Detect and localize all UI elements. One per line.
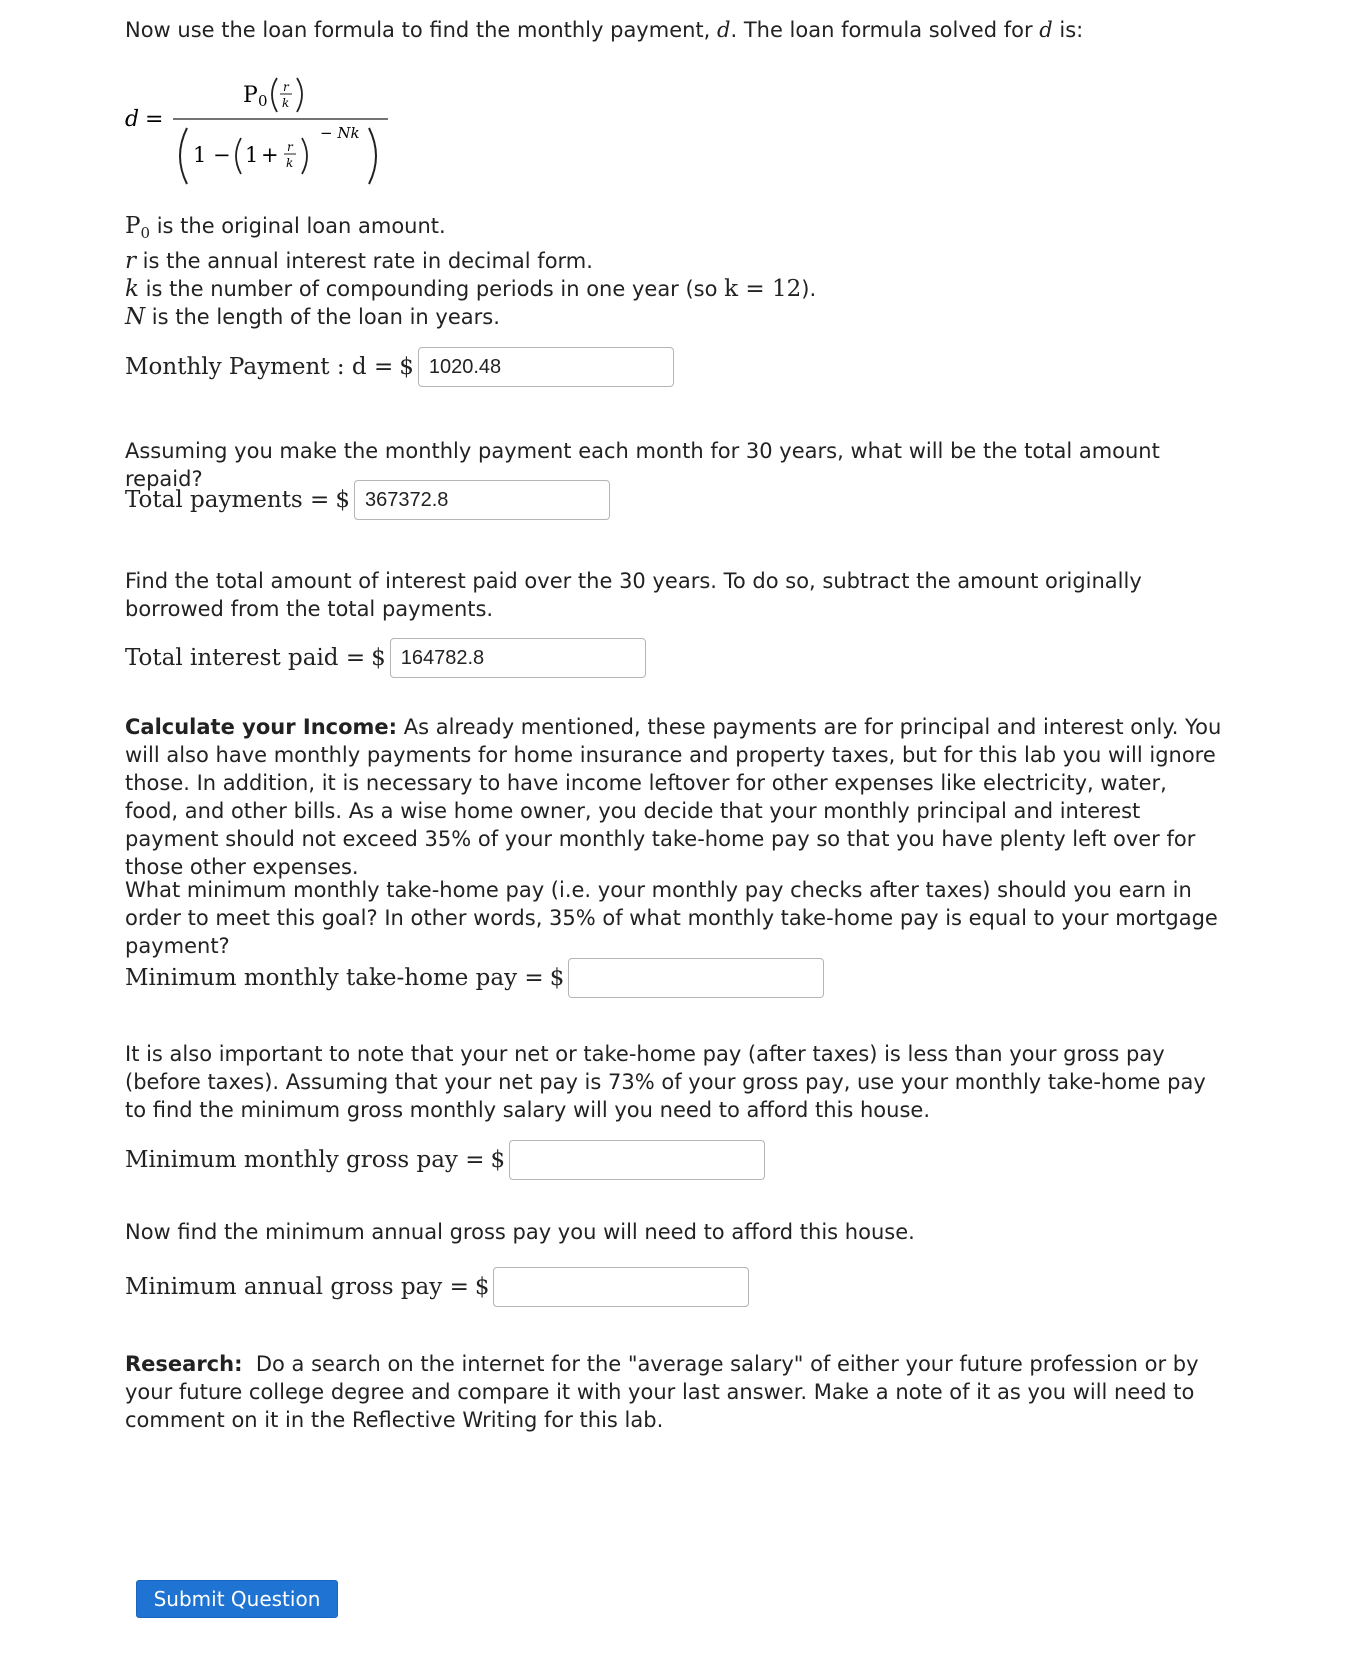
annual-question: Now find the minimum annual gross pay you will need to afford this house. — [125, 1220, 915, 1244]
definition-n: N is the length of the loan in years. — [125, 304, 500, 331]
formula-k-2: k — [286, 156, 294, 170]
intro-text: Now use the loan formula to find the monthly payment, d. The loan formula solved for d is: — [125, 18, 1084, 42]
formula-r: r — [283, 80, 289, 94]
big-paren-right — [369, 128, 376, 184]
formula-p0-sub: 0 — [258, 92, 268, 110]
gross-question: It is also important to note that your net or take-home pay (after taxes) is less than your gross pay (before taxes). Assuming that your net pay is 73% of your gross pay, use your monthly take-home pay to find the minimum gross monthly salary will you need to afford this house. — [125, 1042, 1206, 1122]
monthly-payment-row — [125, 345, 674, 389]
definition-k: k is the number of compounding periods in one year (so k = 12). — [125, 276, 817, 303]
formula-svg — [125, 66, 425, 196]
mid-paren-right — [302, 138, 307, 174]
total-repaid-question: Assuming you make the monthly payment each month for 30 years, what will be the total amount repaid? — [125, 439, 1160, 491]
interest-question: Find the total amount of interest paid over the 30 years. To do so, subtract the amount originally borrowed from the total payments. — [125, 569, 1142, 621]
income-heading: Calculate your Income: — [125, 715, 398, 739]
formula-one-2: 1 — [245, 143, 259, 167]
submit-question-button[interactable]: Submit Question — [136, 1580, 338, 1618]
currency-symbol: $ — [490, 1147, 506, 1173]
min-gross-monthly-row — [125, 1138, 765, 1182]
total-interest-input[interactable] — [390, 638, 646, 678]
formula-one: 1 — [193, 143, 207, 167]
min-gross-annual-label: Minimum annual gross pay = — [125, 1274, 469, 1300]
takehome-question: What minimum monthly take-home pay (i.e. your monthly pay checks after taxes) should you earn in order to meet this goal? In other words, 35% of what monthly take-home pay is equal to your mortgage payment? — [125, 878, 1218, 958]
formula-exponent: − Nk — [320, 124, 360, 142]
total-payments-row — [125, 478, 610, 522]
research-paragraph: Research: Do a search on the internet for the "average salary" of either your future profession or by your future college degree and compare it with your last answer. Make a note of it as you will need to comment on it in the Reflective Writing for this lab. — [125, 1352, 1206, 1432]
formula-p0: P — [243, 83, 258, 108]
big-paren-left — [180, 128, 187, 184]
formula-minus: − — [213, 143, 231, 167]
min-gross-annual-row — [125, 1265, 749, 1309]
mid-paren-left — [236, 138, 241, 174]
currency-symbol: $ — [335, 487, 350, 513]
total-payments-label: Total payments = — [125, 487, 330, 513]
total-payments-input[interactable] — [354, 480, 610, 520]
research-heading: Research: — [125, 1352, 243, 1376]
formula-r-2: r — [287, 140, 293, 154]
formula-plus: + — [261, 143, 279, 167]
paren-left — [272, 78, 277, 112]
formula-equals: = — [145, 107, 164, 132]
formula-lhs-d: d — [125, 107, 140, 132]
min-gross-monthly-input[interactable] — [509, 1140, 765, 1180]
total-interest-row — [125, 636, 646, 680]
currency-symbol: $ — [474, 1274, 490, 1300]
total-interest-label: Total interest paid = — [125, 645, 366, 671]
monthly-payment-label: Monthly Payment : d = — [125, 354, 394, 380]
definition-p0: $P_0$ is the original loan amount. — [125, 213, 446, 243]
monthly-payment-input[interactable] — [418, 347, 674, 387]
currency-symbol: $ — [399, 354, 414, 380]
min-takehome-row — [125, 956, 824, 1000]
var-d: d — [1039, 18, 1053, 42]
min-takehome-label: Minimum monthly take-home pay = — [125, 965, 544, 991]
definitions-list — [125, 212, 1125, 331]
currency-symbol: $ — [549, 965, 565, 991]
min-takehome-input[interactable] — [568, 958, 824, 998]
min-gross-annual-input[interactable] — [493, 1267, 749, 1307]
income-paragraph: Calculate your Income: As already mentioned, these payments are for principal and interest only. You will also have monthly payments for home insurance and property taxes, but for this lab you will ignore those. In addition, it is necessary to have income leftover for other expenses like electricity, water, food, and other bills. As a wise home owner, you decide that your monthly principal and interest payment should not exceed 35% of your monthly take-home pay so that you have plenty left over for those other expenses. — [125, 715, 1222, 879]
definition-r: r is the annual interest rate in decimal form. — [125, 248, 593, 275]
currency-symbol: $ — [371, 645, 386, 671]
paren-right — [297, 78, 302, 112]
var-d: d — [717, 18, 731, 42]
loan-formula — [125, 66, 425, 196]
formula-k: k — [282, 96, 290, 110]
min-gross-monthly-label: Minimum monthly gross pay = — [125, 1147, 485, 1173]
